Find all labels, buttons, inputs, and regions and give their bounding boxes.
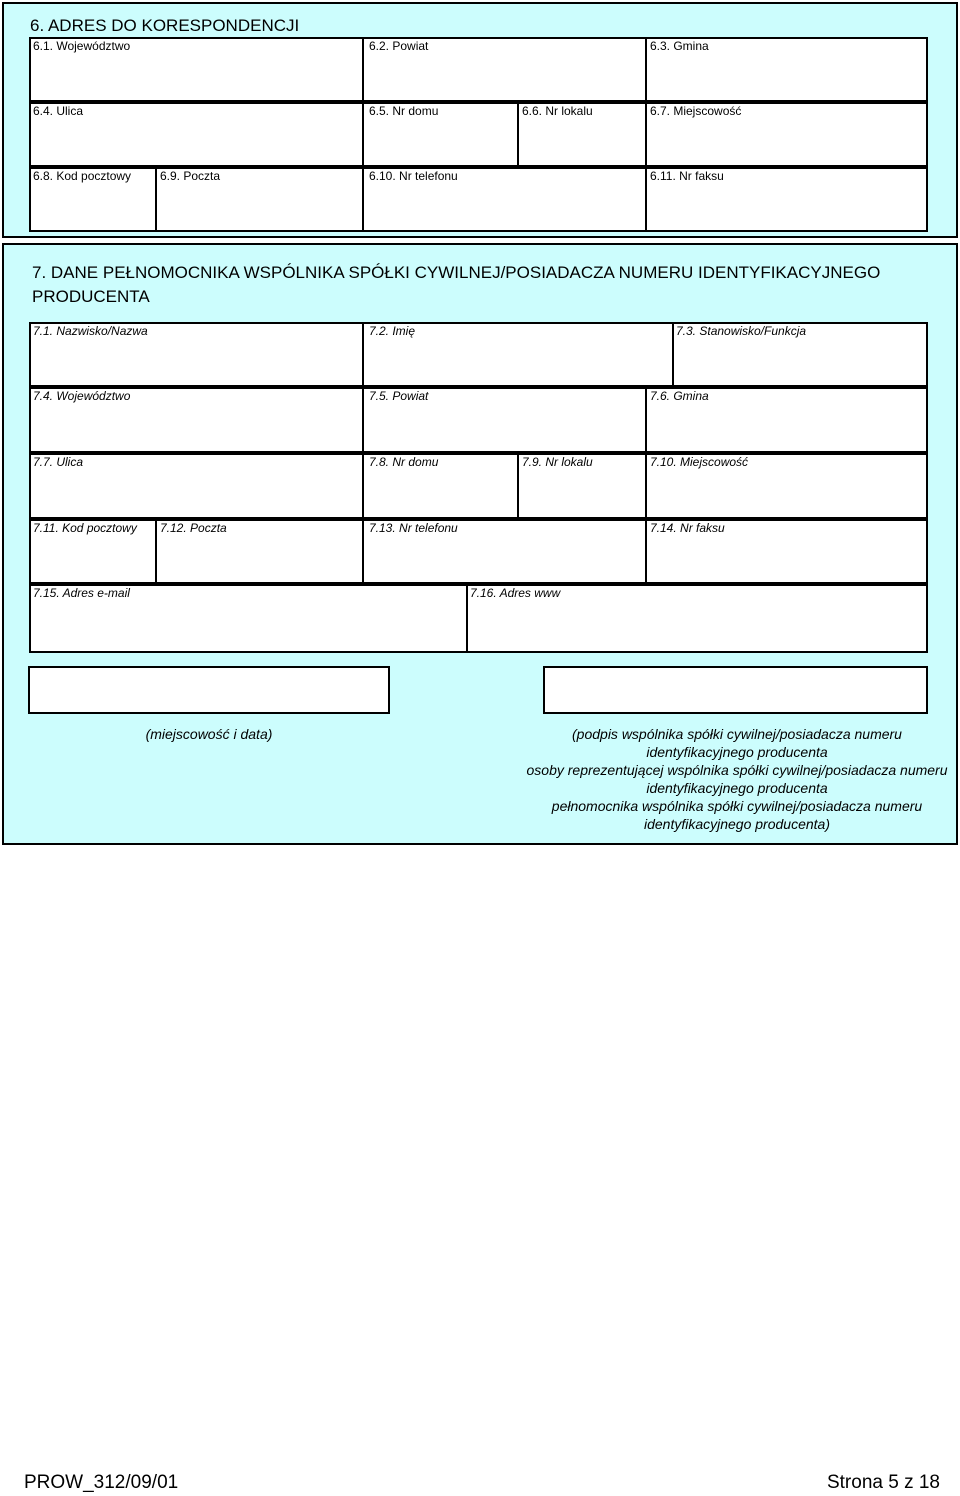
s7-house-no-label: 7.8. Nr domu — [369, 455, 439, 469]
divider — [645, 453, 647, 519]
signature-caption-line: (podpis wspólnika spółki cywilnej/posiadacza numeru — [572, 726, 902, 742]
s6-fax-label: 6.11. Nr faksu — [650, 169, 724, 183]
signature-caption-line: osoby reprezentującej wspólnika spółki cywilnej/posiadacza numeru — [526, 762, 948, 778]
s7-commune-label: 7.6. Gmina — [650, 389, 709, 403]
s7-voivodeship-label: 7.4. Województwo — [33, 389, 131, 403]
s6-street-label: 6.4. Ulica — [33, 104, 84, 118]
divider — [362, 167, 364, 232]
divider — [466, 584, 468, 653]
s7-first-name-label: 7.2. Imię — [369, 324, 416, 338]
s7-position-label: 7.3. Stanowisko/Funkcja — [676, 324, 807, 338]
signature-caption-line: identyfikacyjnego producenta — [646, 780, 828, 796]
s6-locality-label: 6.7. Miejscowość — [650, 104, 742, 118]
s6-commune-label: 6.3. Gmina — [650, 39, 709, 53]
section-6-title: 6. ADRES DO KORESPONDENCJI — [30, 16, 300, 35]
signature-caption-line: pełnomocnika wspólnika spółki cywilnej/posiadacza numeru — [551, 798, 923, 814]
s7-locality-label: 7.10. Miejscowość — [650, 455, 749, 469]
s7-county-label: 7.5. Powiat — [369, 389, 429, 403]
divider — [645, 387, 647, 453]
s6-voivodeship-label: 6.1. Województwo — [33, 39, 131, 53]
divider — [362, 519, 364, 584]
s6-phone-label: 6.10. Nr telefonu — [369, 169, 458, 183]
divider — [362, 453, 364, 519]
place-date-field[interactable] — [28, 666, 390, 714]
s7-fax-label: 7.14. Nr faksu — [650, 521, 725, 535]
divider — [362, 387, 364, 453]
divider — [362, 37, 364, 102]
signature-caption-line: identyfikacyjnego producenta) — [643, 816, 830, 832]
s6-house-no-label: 6.5. Nr domu — [369, 104, 439, 118]
s7-row3-box[interactable] — [29, 453, 928, 519]
page-number: Strona 5 z 18 — [826, 1472, 940, 1493]
s7-flat-no-label: 7.9. Nr lokalu — [522, 455, 593, 469]
divider — [672, 322, 674, 387]
divider — [645, 37, 647, 102]
divider — [517, 453, 519, 519]
s6-row2-box[interactable] — [29, 102, 928, 167]
form-code: PROW_312/09/01 — [24, 1472, 179, 1493]
divider — [362, 102, 364, 167]
divider — [155, 167, 157, 232]
s7-row2-box[interactable] — [29, 387, 928, 453]
divider — [362, 322, 364, 387]
divider — [155, 519, 157, 584]
s6-county-label: 6.2. Powiat — [369, 39, 429, 53]
s7-post-office-label: 7.12. Poczta — [160, 521, 227, 535]
section-7-title-line2: PRODUCENTA — [32, 287, 150, 306]
s6-postal-code-label: 6.8. Kod pocztowy — [33, 169, 132, 183]
s7-phone-label: 7.13. Nr telefonu — [369, 521, 458, 535]
s7-www-label: 7.16. Adres www — [470, 586, 561, 600]
s6-flat-no-label: 6.6. Nr lokalu — [522, 104, 593, 118]
s7-street-label: 7.7. Ulica — [33, 455, 84, 469]
s6-row1-box[interactable] — [29, 37, 928, 102]
divider — [645, 102, 647, 167]
divider — [645, 167, 647, 232]
s7-surname-label: 7.1. Nazwisko/Nazwa — [33, 324, 148, 338]
signature-caption-line: identyfikacyjnego producenta — [646, 744, 828, 760]
s7-postal-code-label: 7.11. Kod pocztowy — [33, 521, 137, 535]
divider — [645, 519, 647, 584]
place-date-caption: (miejscowość i data) — [145, 726, 273, 742]
signature-field[interactable] — [543, 666, 928, 714]
section-7-title-line1: 7. DANE PEŁNOMOCNIKA WSPÓLNIKA SPÓŁKI CYWILNEJ/POSIADACZA NUMERU IDENTYFIKACYJNEGO — [32, 263, 881, 282]
divider — [517, 102, 519, 167]
signature-caption — [518, 725, 956, 833]
s7-email-label: 7.15. Adres e-mail — [33, 586, 130, 600]
s6-post-office-label: 6.9. Poczta — [160, 169, 221, 183]
